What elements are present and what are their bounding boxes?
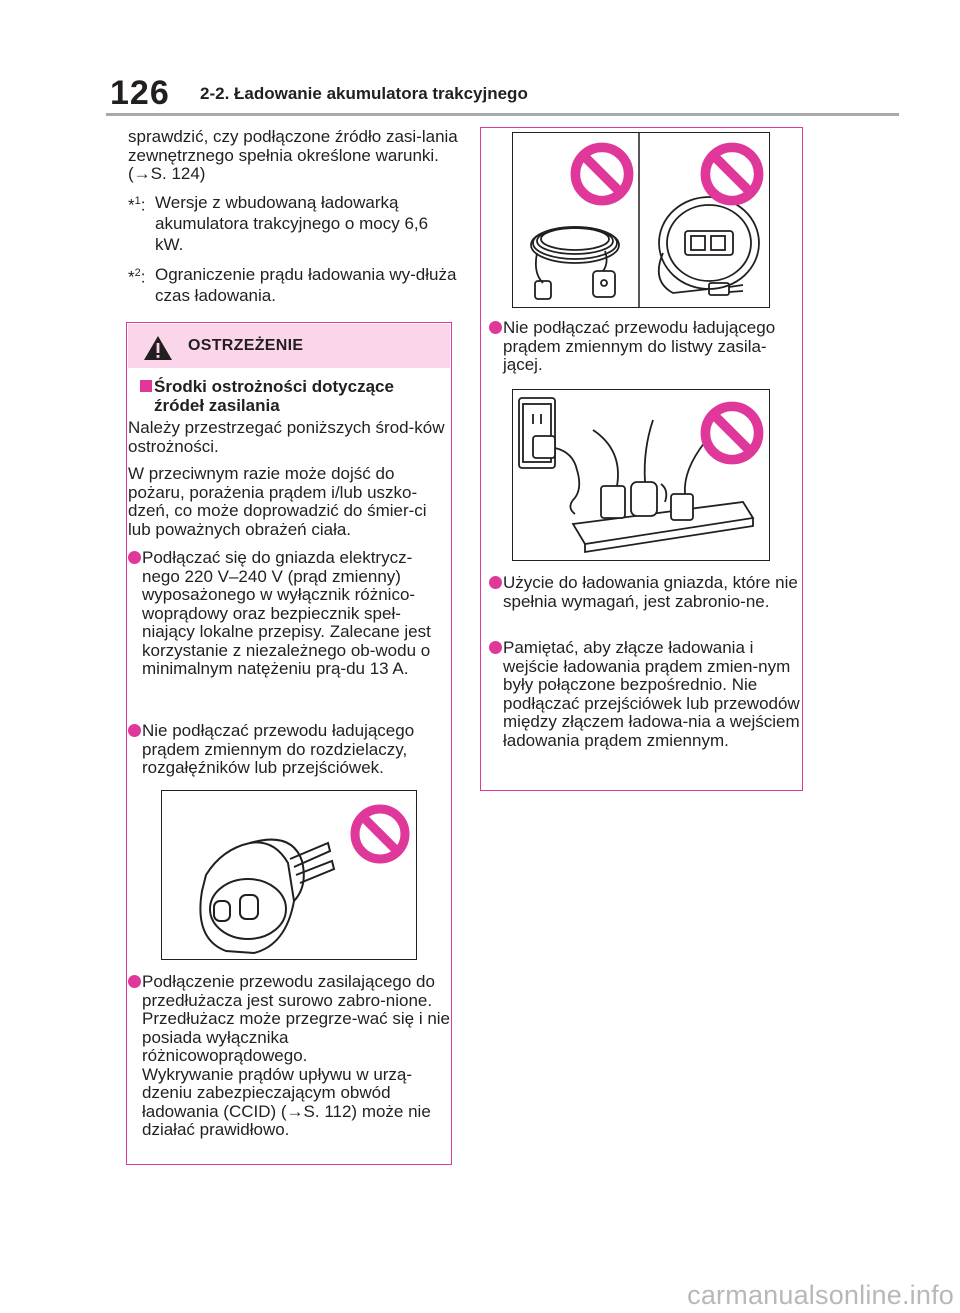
warning-bullet-2 bbox=[128, 722, 450, 778]
intro-paragraph: sprawdzić, czy podłączone źródło zasi-lania zewnętrznego spełnia określone warunki. (→S. 124) bbox=[128, 127, 458, 183]
bullet-dot-icon bbox=[489, 641, 502, 654]
prohibited-icon bbox=[699, 141, 765, 207]
warning-subheading bbox=[140, 377, 440, 415]
right-bullet-3-text: Pamiętać, aby złącze ładowania i wejście ładowania prądem zmien-nym były połączone bezpośrednio. Nie podłączać przejściówek lub przewodów między złączem ładowa-nia a wejściem ładowania prądem zmiennym. bbox=[503, 638, 800, 750]
watermark: carmanualsonline.info bbox=[687, 1280, 954, 1310]
warning-triangle-icon bbox=[142, 334, 174, 362]
page-number: 126 bbox=[110, 74, 170, 112]
prohibited-icon bbox=[569, 141, 635, 207]
footnote-1-sup: 1 bbox=[134, 195, 141, 207]
prohibited-icon bbox=[349, 803, 411, 865]
bullet-dot-icon bbox=[128, 724, 141, 737]
footnote-1-mark: * bbox=[128, 195, 135, 215]
figure-extension-cords bbox=[512, 132, 770, 308]
footnote-2-text: Ograniczenie prądu ładowania wy-dłuża czas ładowania. bbox=[155, 265, 457, 305]
footnote-2-sup: 2 bbox=[134, 267, 141, 279]
warning-bullet-3-extra: Wykrywanie prądów upływu w urzą-dzeniu zabezpieczającym obwód ładowania (CCID) (→S. 112) może nie działać prawidłowo. bbox=[142, 1064, 431, 1139]
footnote-2-sep: : bbox=[140, 267, 146, 287]
warning-bullet-2-text: Nie podłączać przewodu ładującego prądem zmiennym do rozdzielaczy, rozgałęźników lub przejściówek. bbox=[142, 721, 415, 777]
footnote-1-text: Wersje z wbudowaną ładowarką akumulatora trakcyjnego o mocy 6,6 kW. bbox=[155, 193, 429, 254]
header-rule bbox=[106, 113, 899, 116]
warning-bullet-3 bbox=[128, 973, 450, 1140]
square-bullet-icon bbox=[140, 380, 152, 392]
figure-adapter-plug bbox=[161, 790, 417, 960]
section-title: 2-2. Ładowanie akumulatora trakcyjnego bbox=[200, 84, 528, 103]
warning-bullet-1-text: Podłączać się do gniazda elektrycz-nego 220 V–240 V (prąd zmienny) wyposażonego w wyłącznik różnico-woprądowy oraz bezpiecznik speł-niający lokalne przepisy. Zalecane jest korzystanie z niezależnego ob-wodu o minimalnym natężeniu prą-du 13 A. bbox=[142, 548, 431, 678]
prohibited-icon bbox=[699, 400, 765, 466]
footnote-2-mark: * bbox=[128, 267, 135, 287]
footnote-1 bbox=[128, 192, 458, 255]
warning-paragraph-2: W przeciwnym razie może dojść do pożaru, porażenia prądem i/lub uszko-dzeń, co może doprowadzić do śmier-ci lub poważnych obrażeń ciała. bbox=[128, 464, 427, 539]
warning-subheading-text: Środki ostrożności dotyczące źródeł zasilania bbox=[154, 377, 394, 415]
footnote-1-sep: : bbox=[140, 195, 146, 215]
bullet-dot-icon bbox=[128, 551, 141, 564]
bullet-dot-icon bbox=[489, 321, 502, 334]
footnote-2 bbox=[128, 264, 458, 306]
figure-power-strip bbox=[512, 389, 770, 561]
warning-paragraph-1: Należy przestrzegać poniższych środ-ków ostrożności. bbox=[128, 418, 445, 456]
warning-bullet-3-text: Podłączenie przewodu zasilającego do przedłużacza jest surowo zabro-nione. Przedłużacz może przegrze-wać się i nie posiada wyłącznika różnicowoprądowego. bbox=[142, 972, 451, 1065]
bullet-dot-icon bbox=[489, 576, 502, 589]
warning-title: OSTRZEŻENIE bbox=[188, 337, 304, 354]
warning-bullet-1 bbox=[128, 549, 450, 679]
right-bullet-2 bbox=[489, 574, 801, 611]
right-bullet-1-text: Nie podłączać przewodu ładującego prądem zmiennym do listwy zasila-jącej. bbox=[503, 318, 776, 374]
right-bullet-1 bbox=[489, 319, 801, 375]
right-bullet-2-text: Użycie do ładowania gniazda, które nie spełnia wymagań, jest zabronio-ne. bbox=[503, 573, 798, 611]
right-bullet-3 bbox=[489, 639, 801, 750]
bullet-dot-icon bbox=[128, 975, 141, 988]
